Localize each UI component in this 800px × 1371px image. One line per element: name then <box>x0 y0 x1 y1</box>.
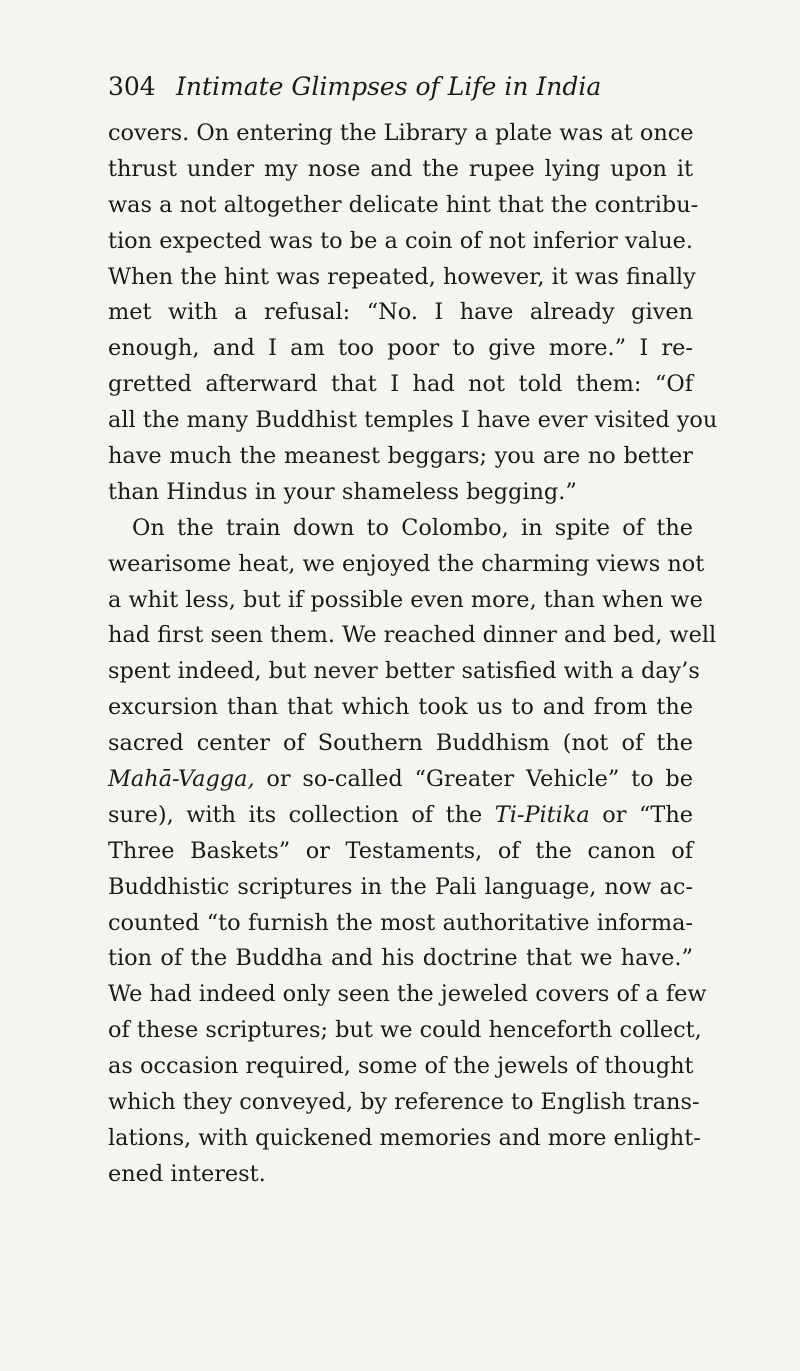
text-line-with-italic <box>108 762 693 798</box>
text-line: than Hindus in your shameless begging.” <box>108 478 577 505</box>
text-line: as occasion required, some of the jewels of thought <box>108 1053 694 1080</box>
text-line: When the hint was repeated, however, it was finally <box>108 263 696 290</box>
text-line: have much the meanest beggars; you are no better <box>108 443 693 470</box>
book-page <box>108 72 718 1193</box>
text-line: had first seen them. We reached dinner and bed, well <box>108 622 717 649</box>
text-fragment: sure), with its collection of the <box>108 801 495 828</box>
text-line: was a not altogether delicate hint that the contribu- <box>108 191 699 218</box>
text-line: Three Baskets” or Testaments, of the canon of <box>108 837 693 864</box>
book-title: Intimate Glimpses of Life in India <box>176 72 602 101</box>
page-number: 304 <box>108 72 156 101</box>
text-line: wearisome heat, we enjoyed the charming views not <box>108 550 705 577</box>
text-line: met with a refusal: “No. I have already given <box>108 299 693 326</box>
text-line: spent indeed, but never better satisfied with a day’s <box>108 658 700 685</box>
text-line: tion of the Buddha and his doctrine that we have.” <box>108 945 693 972</box>
text-line: all the many Buddhist temples I have ever visited you <box>108 407 718 434</box>
text-fragment: or “The <box>589 801 693 828</box>
paragraph-start-line: On the train down to Colombo, in spite of the <box>132 514 693 541</box>
text-line: excursion than that which took us to and from the <box>108 694 693 721</box>
italic-term-ti-pitika: Ti-Pitika <box>494 801 590 828</box>
text-line: Buddhistic scriptures in the Pali language, now ac- <box>108 873 693 900</box>
text-line-with-italic <box>108 798 693 834</box>
text-line: lations, with quickened memories and more enlight- <box>108 1124 701 1151</box>
text-fragment: or so-called “Greater Vehicle” to be <box>254 766 693 793</box>
text-line: thrust under my nose and the rupee lying upon it <box>108 155 693 182</box>
text-line: which they conveyed, by reference to English trans- <box>108 1089 700 1116</box>
text-line: We had indeed only seen the jeweled covers of a few <box>108 981 707 1008</box>
text-line: covers. On entering the Library a plate was at once <box>108 120 694 146</box>
text-line: of these scriptures; but we could henceforth collect, <box>108 1017 702 1044</box>
text-line: a whit less, but if possible even more, than when we <box>108 586 703 613</box>
text-line: enough, and I am too poor to give more.” I re- <box>108 335 693 362</box>
italic-term-maha-vagga: Mahā-Vagga, <box>108 766 255 793</box>
text-line: gretted afterward that I had not told them: “Of <box>108 371 693 398</box>
body-text <box>108 116 718 1193</box>
text-line: sacred center of Southern Buddhism (not of the <box>108 730 693 757</box>
running-head <box>108 72 693 116</box>
text-line: tion expected was to be a coin of not inferior value. <box>108 227 693 254</box>
text-line: ened interest. <box>108 1160 266 1187</box>
text-line: counted “to furnish the most authoritative informa- <box>108 909 693 936</box>
